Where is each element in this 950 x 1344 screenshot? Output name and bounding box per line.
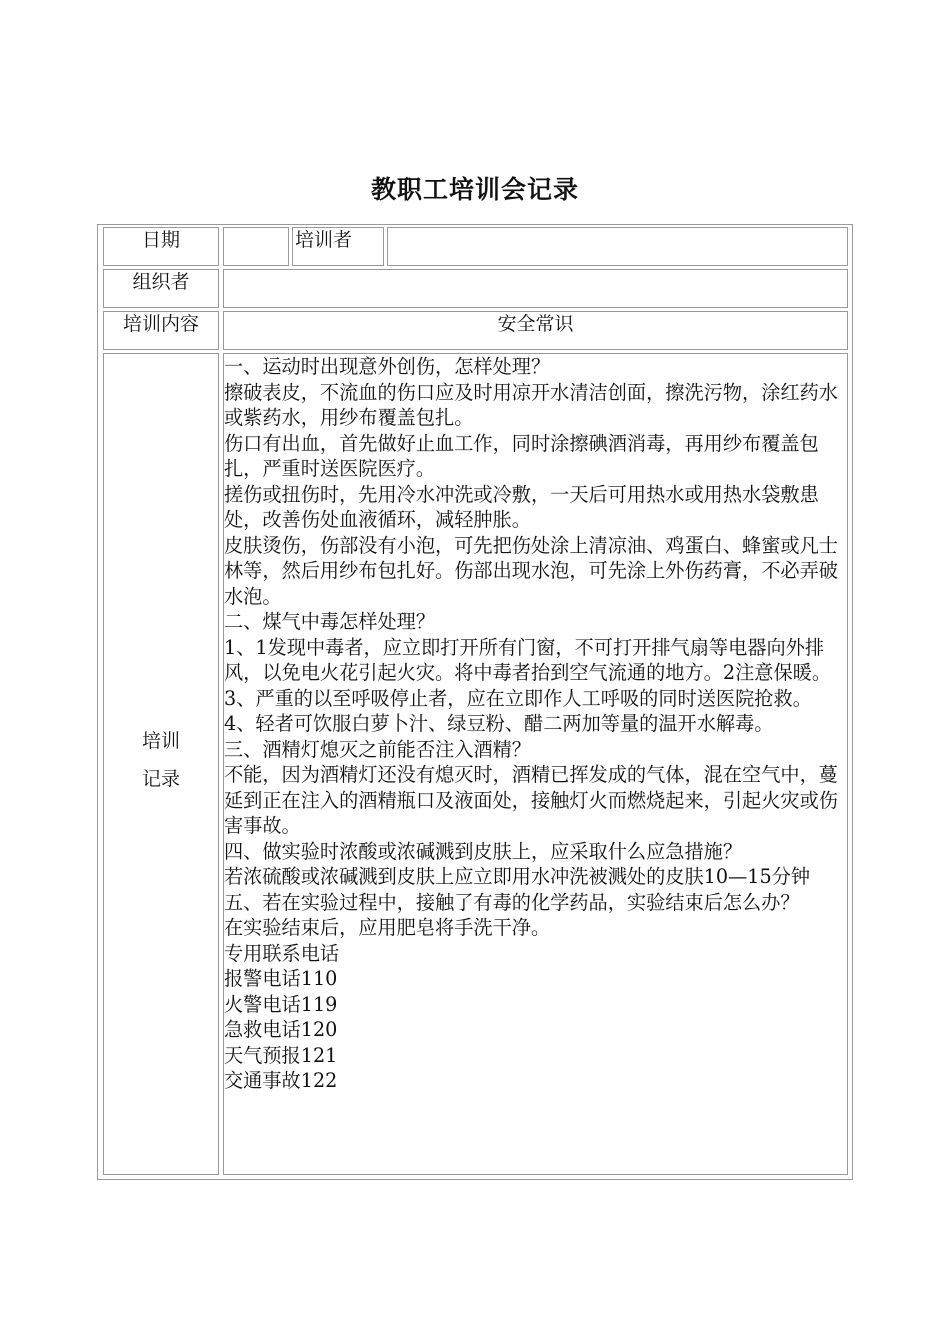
record-paragraph: 1、1发现中毒者，应立即打开所有门窗，不可打开排气扇等电器向外排风，以免电火花引起火灾。将中毒者抬到空气流通的地方。2注意保暖。 (224, 635, 832, 684)
trainer-label: 培训者 (292, 227, 384, 266)
date-value[interactable] (223, 227, 289, 266)
organizer-value[interactable] (223, 269, 848, 308)
record-paragraph: 火警电话119 (224, 992, 338, 1016)
trainer-value[interactable] (387, 227, 848, 266)
record-paragraph: 伤口有出血，首先做好止血工作，同时涂擦碘酒消毒，再用纱布覆盖包扎，严重时送医院医疗。 (224, 431, 819, 480)
record-paragraph: 五、若在实验过程中，接触了有毒的化学药品，实验结束后怎么办？ (224, 890, 800, 914)
records-body (223, 353, 848, 1175)
content-value: 安全常识 (223, 311, 848, 350)
records-label-line2: 记录 (141, 768, 180, 790)
record-paragraph: 4、轻者可饮服白萝卜汁、绿豆粉、醋二两加等量的温开水解毒。 (224, 712, 774, 735)
record-paragraph: 擦破表皮，不流血的伤口应及时用凉开水清洁创面，擦洗污物，涂红药水或紫药水，用纱布覆盖包扎。 (224, 380, 838, 429)
record-paragraph: 急救电话120 (224, 1018, 338, 1041)
record-paragraph: 四、做实验时浓酸或浓碱溅到皮肤上，应采取什么应急措施？ (224, 839, 743, 863)
record-paragraph: 二、煤气中毒怎样处理？ (224, 610, 436, 633)
date-label: 日期 (103, 227, 219, 266)
record-paragraph: 搓伤或扭伤时，先用冷水冲洗或冷敷，一天后可用热水或用热水袋敷患处，改善伤处血液循环，减轻肿胀。 (224, 482, 819, 531)
record-paragraph: 3、严重的以至呼吸停止者，应在立即作人工呼吸的同时送医院抢救。 (224, 686, 812, 710)
record-paragraph: 三、酒精灯熄灭之前能否注入酒精？ (224, 737, 531, 761)
record-paragraph: 在实验结束后，应用肥皂将手洗干净。 (224, 916, 551, 939)
organizer-label: 组织者 (103, 269, 219, 308)
records-label-line1: 培训 (141, 730, 180, 752)
record-paragraph: 若浓硫酸或浓碱溅到皮肤上应立即用水冲洗被溅处的皮肤10—15分钟 (224, 865, 811, 888)
record-paragraph: 专用联系电话 (224, 941, 340, 965)
record-paragraph: 不能，因为酒精灯还没有熄灭时，酒精已挥发成的气体，混在空气中，蔓延到正在注入的酒精瓶口及液面处，接触灯火而燃烧起来，引起火灾或伤害事故。 (224, 763, 838, 837)
document-title: 教职工培训会记录 (370, 175, 579, 204)
training-record-form (97, 224, 853, 1180)
content-label: 培训内容 (103, 311, 219, 350)
record-paragraph: 一、运动时出现意外创伤，怎样处理？ (224, 355, 551, 378)
record-paragraph: 皮肤烫伤，伤部没有小泡，可先把伤处涂上清凉油、鸡蛋白、蜂蜜或凡士林等，然后用纱布包扎好。伤部出现水泡，可先涂上外伤药膏，不必弄破水泡。 (224, 533, 838, 608)
records-paragraphs (224, 354, 847, 1094)
record-paragraph: 交通事故122 (224, 1069, 338, 1092)
record-paragraph: 报警电话110 (224, 967, 338, 990)
record-paragraph: 天气预报121 (224, 1043, 338, 1067)
records-label-cell (103, 353, 219, 1175)
